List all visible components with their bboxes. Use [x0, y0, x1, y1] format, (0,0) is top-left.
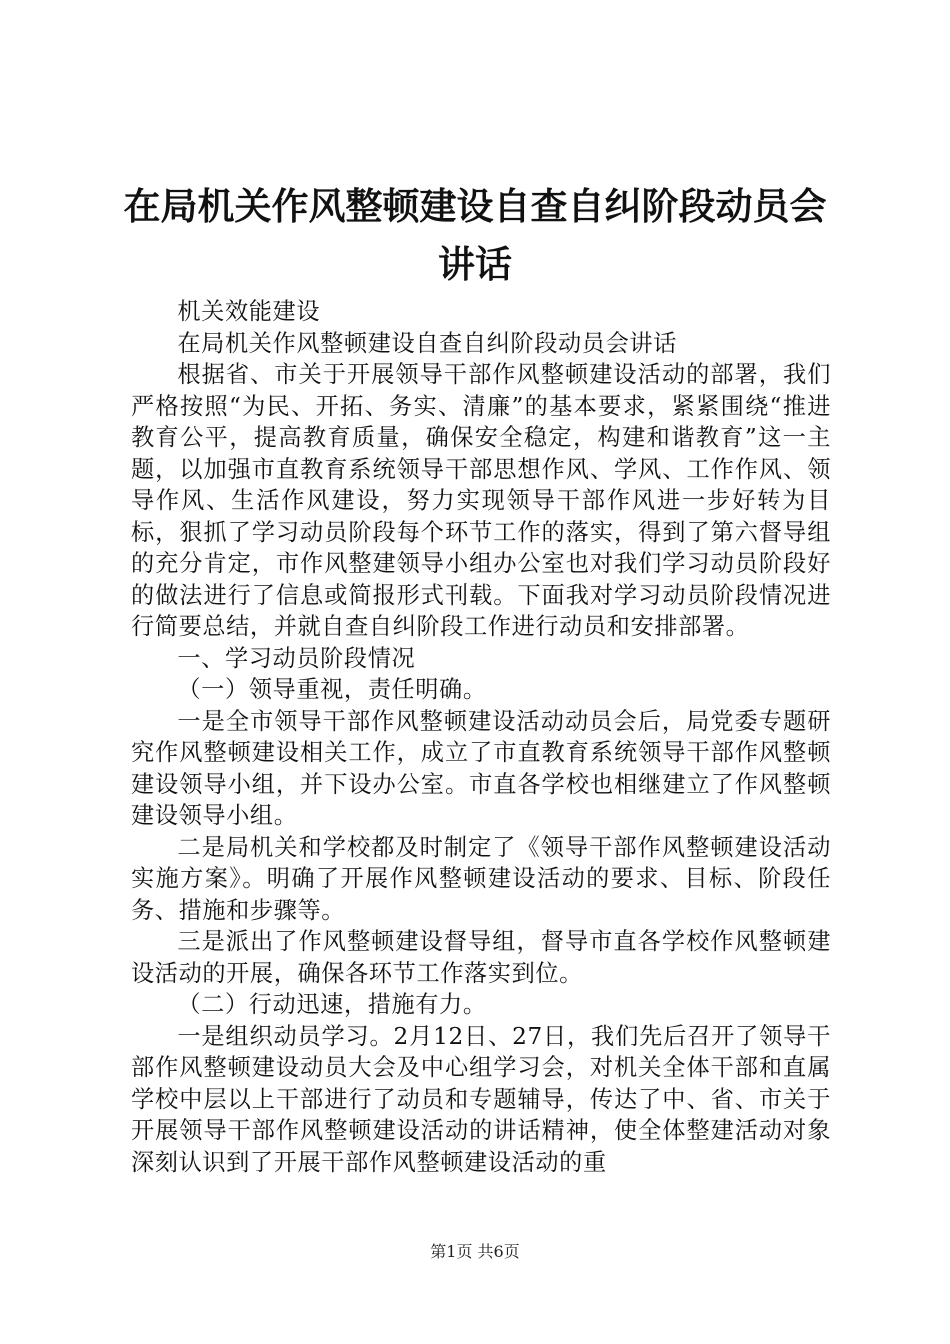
- subsection-heading-1: （一）领导重视，责任明确。: [177, 676, 487, 703]
- subsection-heading-2: （二）行动迅速，措施有力。: [177, 991, 487, 1018]
- document-body: [131, 296, 831, 1178]
- document-title: 在局机关作风整顿建设自查自纠阶段动员会讲话: [123, 185, 827, 286]
- section-heading-1: 一、学习动员阶段情况: [177, 644, 416, 672]
- paragraph-point-4: 一是组织动员学习。2月12日、27日，我们先后召开了领导干部作风整顿建设动员大会及中心组学习会，对机关全体干部和直属学校中层以上干部进行了动员和专题辅导，传达了中、省、市关于开展领导干部作风整顿建设活动的讲话精神，使全体整建活动对象深刻认识到了开展干部作风整顿建设活动的重: [131, 1022, 831, 1176]
- paragraph-point-3: 三是派出了作风整顿建设督导组，督导市直各学校作风整顿建设活动的开展，确保各环节工作落实到位。: [131, 928, 831, 987]
- paragraph-point-2: 二是局机关和学校都及时制定了《领导干部作风整顿建设活动实施方案》。明确了开展作风整顿建设活动的要求、目标、阶段任务、措施和步骤等。: [131, 833, 831, 924]
- paragraph-category: 机关效能建设: [177, 298, 321, 325]
- paragraph-intro: 根据省、市关于开展领导干部作风整顿建设活动的部署，我们严格按照“为民、开拓、务实、清廉”的基本要求，紧紧围绕“推进教育公平，提高教育质量，确保安全稳定，构建和谐教育”这一主题，以加强市直教育系统领导干部思想作风、学风、工作作风、领导作风、生活作风建设，努力实现领导干部作风进一步好转为目标，狠抓了学习动员阶段每个环节工作的落实，得到了第六督导组的充分肯定，市作风整建领导小组办公室也对我们学习动员阶段好的做法进行了信息或简报形式刊载。下面我对学习动员阶段情况进行简要总结，并就自查自纠阶段工作进行动员和安排部署。: [131, 361, 831, 640]
- paragraph-point-1: 一是全市领导干部作风整顿建设活动动员会后，局党委专题研究作风整顿建设相关工作，成立了市直教育系统领导干部作风整顿建设领导小组，并下设办公室。市直各学校也相继建立了作风整顿建设领导小组。: [131, 707, 831, 829]
- paragraph-subtitle: 在局机关作风整顿建设自查自纠阶段动员会讲话: [177, 329, 677, 357]
- page-number-footer: 第1页 共6页: [430, 1242, 520, 1261]
